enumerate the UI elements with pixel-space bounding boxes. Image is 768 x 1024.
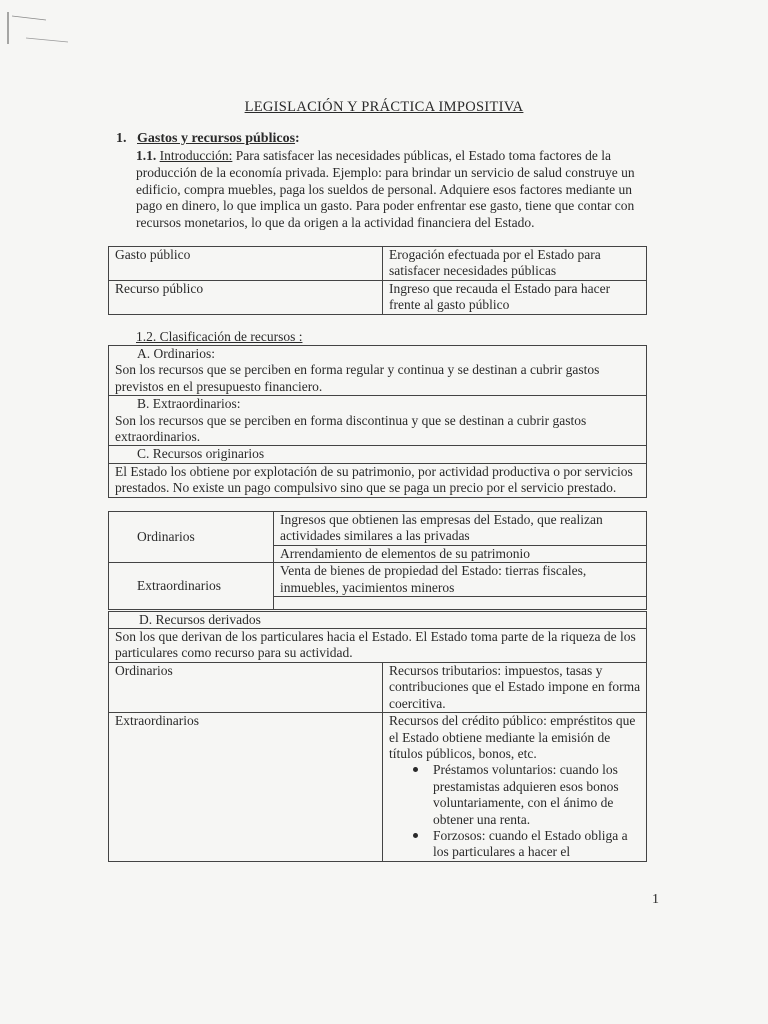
intro-label: Introducción: xyxy=(159,148,233,163)
definition-text: Erogación efectuada por el Estado para satisfacer necesidades públicas xyxy=(383,247,647,281)
bullet-text: Préstamos voluntarios: cuando los prestamistas adquieren esos bonos voluntariamente, con el ánimo de obtener una renta. xyxy=(433,762,619,827)
table-row xyxy=(109,396,647,446)
ordinarios-label: A. Ordinarios: xyxy=(137,346,215,361)
originarios-item: Venta de bienes de propiedad del Estado: tierras fiscales, inmuebles, yacimientos mineros xyxy=(274,563,647,597)
originarios-label: C. Recursos originarios xyxy=(109,446,647,463)
derivados-type: Extraordinarios xyxy=(109,713,383,862)
table-row xyxy=(109,446,647,463)
originarios-type: Extraordinarios xyxy=(109,563,274,610)
classification-heading: 1.2. Clasificación de recursos : xyxy=(136,329,303,344)
table-row xyxy=(109,512,647,546)
bullet-icon xyxy=(413,833,418,838)
list-item xyxy=(433,828,642,861)
definition-term: Recurso público xyxy=(109,280,383,314)
table-row xyxy=(109,247,647,281)
section-title: Gastos y recursos públicos xyxy=(137,131,296,146)
section-colon: : xyxy=(295,131,300,146)
originarios-type: Ordinarios xyxy=(109,512,274,563)
derivados-extra-cell xyxy=(383,713,647,862)
section-heading xyxy=(116,131,300,147)
definition-term: Gasto público xyxy=(109,247,383,281)
classification-table xyxy=(108,345,647,498)
originarios-subtable xyxy=(108,511,647,610)
bullet-text: Forzosos: cuando el Estado obliga a los particulares a hacer el xyxy=(433,828,628,860)
intro-paragraph xyxy=(136,148,656,232)
table-row xyxy=(109,563,647,597)
definitions-table xyxy=(108,246,647,315)
extraordinarios-text: Son los recursos que se perciben en forma discontinua y que se destinan a cubrir gastos extraordinarios. xyxy=(115,412,587,445)
derivados-label: D. Recursos derivados xyxy=(109,612,647,629)
derivados-label-row xyxy=(108,611,647,629)
bullet-list xyxy=(389,762,642,860)
intro-text: Para satisfacer las necesidades públicas, el Estado toma factores de la producción de la economía privada. Ejemplo: para brindar un servicio de salud construye un edificio, compra muebles, paga los sueldos de personal. Adquiere esos factores mediante un pago en dinero, lo que implica un gasto. Para poder enfrentar ese gasto, tiene que contar con recursos monetarios, lo que da origen a la actividad financiera del Estado. xyxy=(136,148,635,231)
derivados-type: Ordinarios xyxy=(109,663,383,713)
table-row xyxy=(109,629,647,663)
derivados-text: Son los que derivan de los particulares hacia el Estado. El Estado toma parte de la riqueza de los particulares como recurso para su actividad. xyxy=(109,629,647,663)
table-row xyxy=(109,713,647,862)
page-title: LEGISLACIÓN Y PRÁCTICA IMPOSITIVA xyxy=(244,99,524,115)
bullet-icon xyxy=(413,767,418,772)
table-row xyxy=(109,663,647,713)
table-row xyxy=(109,346,647,396)
originarios-item: Ingresos que obtienen las empresas del Estado, que realizan actividades similares a las privadas xyxy=(274,512,647,546)
originarios-item xyxy=(274,597,647,610)
derivados-text-row xyxy=(108,628,647,663)
page-number: 1 xyxy=(652,892,659,907)
section-number: 1. xyxy=(116,131,127,146)
list-item xyxy=(433,762,642,828)
originarios-text: El Estado los obtiene por explotación de su patrimonio, por actividad productiva o por servicios prestados. No existe un pago compulsivo sino que se paga un precio por el servicio prestado. xyxy=(109,463,647,497)
table-row xyxy=(109,463,647,497)
derivados-description: Recursos del crédito público: empréstitos que el Estado obtiene mediante la emisión de títulos públicos, bonos, etc. xyxy=(389,713,636,762)
derivados-subtable xyxy=(108,662,647,862)
table-row xyxy=(109,612,647,629)
definition-text: Ingreso que recauda el Estado para hacer frente al gasto público xyxy=(383,280,647,314)
ordinarios-text: Son los recursos que se perciben en forma regular y continua y se destinan a cubrir gastos previstos en el presupuesto financiero. xyxy=(115,362,600,394)
originarios-item: Arrendamiento de elementos de su patrimonio xyxy=(274,545,647,562)
extraordinarios-label: B. Extraordinarios: xyxy=(137,396,241,412)
intro-number: 1.1. xyxy=(136,148,157,163)
ordinarios-cell xyxy=(109,346,647,396)
derivados-description: Recursos tributarios: impuestos, tasas y contribuciones que el Estado impone en forma coercitiva. xyxy=(383,663,647,713)
extraordinarios-cell xyxy=(109,396,647,446)
scan-artifact-mark xyxy=(6,6,76,46)
table-row xyxy=(109,280,647,314)
